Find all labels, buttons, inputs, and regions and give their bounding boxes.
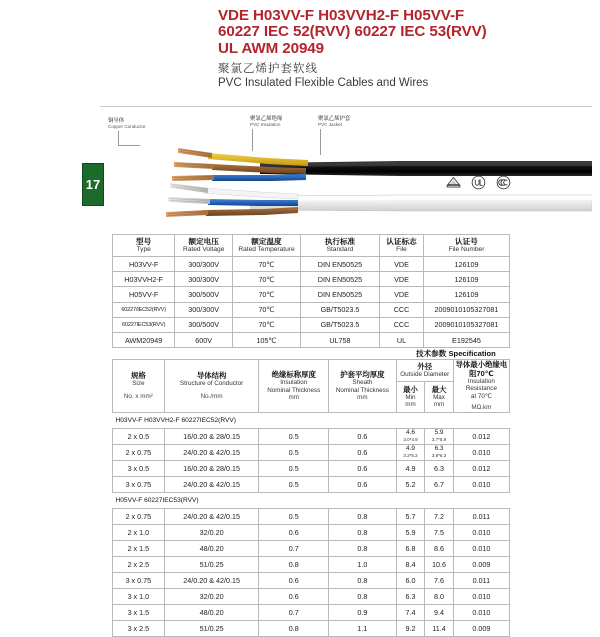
cell-od-min: 4.9 — [396, 461, 425, 477]
cell-file-number: E192545 — [423, 332, 509, 347]
table-header-row — [113, 235, 510, 257]
cell-insulation-resistance: 0.010 — [453, 541, 509, 557]
cell-insulation-thickness: 0.8 — [259, 557, 329, 573]
cell-insulation-resistance: 0.011 — [453, 509, 509, 525]
table-header-row — [113, 360, 510, 382]
cell-insulation-resistance: 0.009 — [453, 557, 509, 573]
callout-en: Copper Conductor — [108, 124, 146, 129]
vde-mark-icon — [445, 174, 462, 191]
table-row — [113, 525, 510, 541]
cell-conductor: 51/0.25 — [164, 621, 259, 637]
cell-standard: UL758 — [300, 332, 379, 347]
cell-od-min: 7.4 — [396, 605, 425, 621]
cell-size: 2 x 1.0 — [113, 525, 165, 541]
cell-od-min: 6.3 — [396, 589, 425, 605]
callout-cn: 聚氯乙烯绝缘 — [250, 116, 283, 122]
cell-rated-voltage: 300/300V — [175, 272, 233, 287]
cell-insulation-resistance: 0.012 — [453, 429, 509, 445]
cell-rated-temperature: 105℃ — [233, 332, 301, 347]
cell-conductor: 32/0.20 — [164, 525, 259, 541]
table-row — [113, 541, 510, 557]
cell-od-max: 10.6 — [425, 557, 454, 573]
certification-marks — [445, 174, 512, 191]
cell-insulation-resistance: 0.010 — [453, 589, 509, 605]
cell-insulation-thickness: 0.7 — [259, 541, 329, 557]
cell-insulation-resistance: 0.011 — [453, 573, 509, 589]
cell-od-max: 6.3 — [425, 461, 454, 477]
col-header-od-min: 最小 Min mm — [396, 381, 425, 413]
cell-od-max: 7.2 — [425, 509, 454, 525]
od-flat-dimension: 3.0*4.9 — [403, 436, 418, 442]
cell-sheath-thickness: 0.6 — [329, 461, 397, 477]
cell-type: H03VV-F — [113, 257, 175, 272]
cell-sheath-thickness: 0.6 — [329, 477, 397, 493]
cell-od-min: 8.4 — [396, 557, 425, 573]
col-header-type: 型号 Type — [113, 235, 175, 257]
cell-od-max: 8.0 — [425, 589, 454, 605]
cell-od-max: 9.4 — [425, 605, 454, 621]
page-title-en: PVC Insulated Flexible Cables and Wires — [218, 77, 429, 90]
cell-standard: GB/T5023.5 — [300, 317, 379, 332]
cell-type: 60227/IEC52(RVV) — [113, 302, 175, 317]
od-value: 5.9 — [434, 429, 444, 437]
cell-od-min: 6.8 — [396, 541, 425, 557]
cell-rated-temperature: 70℃ — [233, 272, 301, 287]
cell-conductor: 48/0.20 — [164, 541, 259, 557]
cell-insulation-thickness: 0.5 — [259, 509, 329, 525]
cell-file: CCC — [380, 302, 424, 317]
cell-type: AWM20949 — [113, 332, 175, 347]
col-header-conductor: 导体结构 Structure of Conductor No./mm — [164, 360, 259, 413]
table-row — [113, 573, 510, 589]
cell-file: VDE — [380, 287, 424, 302]
table-row — [113, 461, 510, 477]
cell-file: CCC — [380, 317, 424, 332]
cell-size: 3 x 0.5 — [113, 461, 165, 477]
cell-insulation-resistance: 0.010 — [453, 605, 509, 621]
cell-conductor: 16/0.20 & 28/0.15 — [164, 429, 259, 445]
cell-file: UL — [380, 332, 424, 347]
col-header-outside-diameter: 外径 Outside Diameter — [396, 360, 453, 382]
od-flat-dimension: 3.8*6.3 — [431, 452, 447, 458]
cell-file-number: 2009010105327081 — [423, 317, 509, 332]
cell-od-max: 7.6 — [425, 573, 454, 589]
page-header — [100, 8, 592, 107]
cell-standard: DIN EN50525 — [300, 257, 379, 272]
col-header-standard: 执行标准 Standard — [300, 235, 379, 257]
cell-rated-voltage: 300/500V — [175, 317, 233, 332]
cell-file-number: 2009010105327081 — [423, 302, 509, 317]
col-header-size: 规格 Size No. x mm² — [113, 360, 165, 413]
cell-insulation-resistance: 0.010 — [453, 477, 509, 493]
cable-drawing — [100, 112, 592, 224]
product-standards-heading — [100, 8, 592, 57]
cell-od-min: 6.0 — [396, 573, 425, 589]
cell-insulation-resistance: 0.010 — [453, 525, 509, 541]
cell-size: 3 x 1.5 — [113, 605, 165, 621]
table-row — [113, 621, 510, 637]
spec-group-heading-row — [113, 413, 510, 429]
table-row — [113, 257, 510, 272]
cell-type: H05VV-F — [113, 287, 175, 302]
page-title-cn: 聚氯乙烯护套软线 — [218, 63, 318, 76]
col-header-file: 认证标志 File — [380, 235, 424, 257]
cell-insulation-thickness: 0.5 — [259, 429, 329, 445]
cell-insulation-thickness: 0.6 — [259, 589, 329, 605]
cell-od-max: 8.6 — [425, 541, 454, 557]
cell-file-number: 126109 — [423, 272, 509, 287]
cell-od-min: 9.2 — [396, 621, 425, 637]
cell-rated-temperature: 70℃ — [233, 257, 301, 272]
table-row — [113, 332, 510, 347]
cell-rated-voltage: 600V — [175, 332, 233, 347]
cell-od-min — [396, 445, 425, 461]
cell-size: 3 x 0.75 — [113, 573, 165, 589]
table-row — [113, 287, 510, 302]
table-row — [113, 589, 510, 605]
table-row — [113, 317, 510, 332]
cell-file-number: 126109 — [423, 287, 509, 302]
cell-sheath-thickness: 0.8 — [329, 573, 397, 589]
cell-insulation-thickness: 0.6 — [259, 573, 329, 589]
od-value: 4.9 — [406, 445, 415, 453]
od-value: 6.3 — [434, 445, 444, 453]
cell-conductor: 24/0.20 & 42/0.15 — [164, 477, 259, 493]
od-flat-dimension: 3.2*5.2 — [403, 452, 418, 458]
cell-type: H03VVH2-F — [113, 272, 175, 287]
cell-rated-voltage: 300/500V — [175, 287, 233, 302]
cell-file: VDE — [380, 272, 424, 287]
cell-conductor: 24/0.20 & 42/0.15 — [164, 509, 259, 525]
cell-sheath-thickness: 0.8 — [329, 525, 397, 541]
cell-size: 2 x 0.75 — [113, 509, 165, 525]
table-row — [113, 429, 510, 445]
table-row — [113, 509, 510, 525]
page-number-label: 17 — [85, 177, 101, 192]
cell-sheath-thickness: 0.8 — [329, 589, 397, 605]
cell-rated-temperature: 70℃ — [233, 302, 301, 317]
cell-rated-voltage: 300/300V — [175, 302, 233, 317]
table-row — [113, 477, 510, 493]
cell-sheath-thickness: 0.8 — [329, 541, 397, 557]
cell-sheath-thickness: 0.8 — [329, 509, 397, 525]
standards-line-1: VDE H03VV-F H03VVH2-F H05VV-F — [218, 7, 465, 24]
cell-conductor: 24/0.20 & 42/0.15 — [164, 445, 259, 461]
cell-conductor: 51/0.25 — [164, 557, 259, 573]
col-header-od-max: 最大 Max mm — [425, 381, 454, 413]
cell-size: 3 x 1.0 — [113, 589, 165, 605]
col-header-rated-temperature: 额定温度 Rated Temperature — [233, 235, 301, 257]
cell-size: 2 x 0.5 — [113, 429, 165, 445]
cell-type: 60227IEC53(RVV) — [113, 317, 175, 332]
cell-standard: GB/T5023.5 — [300, 302, 379, 317]
spec-table-caption: 技术参数 Specification — [416, 349, 496, 358]
cell-od-min: 5.7 — [396, 509, 425, 525]
cell-insulation-resistance: 0.012 — [453, 461, 509, 477]
cable-illustration — [100, 112, 592, 224]
cell-od-max — [425, 445, 454, 461]
cell-insulation-thickness: 0.5 — [259, 445, 329, 461]
od-value: 4.6 — [406, 429, 415, 437]
cell-conductor: 48/0.20 — [164, 605, 259, 621]
ccc-mark-icon — [495, 174, 512, 191]
cell-insulation-thickness: 0.8 — [259, 621, 329, 637]
cell-insulation-thickness: 0.7 — [259, 605, 329, 621]
cell-rated-temperature: 70℃ — [233, 317, 301, 332]
cell-insulation-resistance: 0.010 — [453, 445, 509, 461]
ul-mark-icon — [470, 174, 487, 191]
spec-group-label: H05VV-F 60227IEC53(RVV) — [113, 493, 510, 509]
col-header-insulation-resistance: 导体最小绝缘电阻70℃ Insulation Resistance at 70℃ MΩ.km — [453, 360, 509, 413]
callout-en: PVC Insulation — [250, 122, 281, 127]
spec-group-label: H03VV-F H03VVH2-F 60227IEC52(RVV) — [113, 413, 510, 429]
cell-od-max: 6.7 — [425, 477, 454, 493]
table-row — [113, 557, 510, 573]
cell-od-max: 7.5 — [425, 525, 454, 541]
cell-sheath-thickness: 1.0 — [329, 557, 397, 573]
cell-standard: DIN EN50525 — [300, 272, 379, 287]
cell-size: 2 x 0.75 — [113, 445, 165, 461]
spec-group-heading-row — [113, 493, 510, 509]
cell-size: 2 x 1.5 — [113, 541, 165, 557]
cell-rated-temperature: 70℃ — [233, 287, 301, 302]
col-header-file-number: 认证号 File Number — [423, 235, 509, 257]
cell-insulation-thickness: 0.5 — [259, 477, 329, 493]
callout-en: PVC Jacket — [318, 122, 342, 127]
cell-od-min: 5.2 — [396, 477, 425, 493]
cell-od-max: 11.4 — [425, 621, 454, 637]
cell-file-number: 126109 — [423, 257, 509, 272]
cell-od-min — [396, 429, 425, 445]
col-header-rated-voltage: 额定电压 Rated Voltage — [175, 235, 233, 257]
cell-od-max — [425, 429, 454, 445]
table-row — [113, 445, 510, 461]
cell-od-min: 5.9 — [396, 525, 425, 541]
cell-size: 3 x 2.5 — [113, 621, 165, 637]
col-header-sheath-thickness: 护套平均厚度 Sheath Nominal Thickness mm — [329, 360, 397, 413]
cell-size: 3 x 0.75 — [113, 477, 165, 493]
certification-table — [112, 234, 510, 348]
cell-insulation-thickness: 0.6 — [259, 525, 329, 541]
cell-sheath-thickness: 0.6 — [329, 429, 397, 445]
table-row — [113, 605, 510, 621]
cell-size: 2 x 2.5 — [113, 557, 165, 573]
standards-line-3: UL AWM 20949 — [218, 39, 324, 57]
cell-conductor: 24/0.20 & 42/0.15 — [164, 573, 259, 589]
cell-sheath-thickness: 0.6 — [329, 445, 397, 461]
table-row — [113, 302, 510, 317]
cell-standard: DIN EN50525 — [300, 287, 379, 302]
cell-sheath-thickness: 0.9 — [329, 605, 397, 621]
cell-conductor: 32/0.20 — [164, 589, 259, 605]
cell-insulation-thickness: 0.5 — [259, 461, 329, 477]
cell-sheath-thickness: 1.1 — [329, 621, 397, 637]
cell-rated-voltage: 300/300V — [175, 257, 233, 272]
callout-cn: 铜导体 — [108, 118, 125, 124]
cell-conductor: 16/0.20 & 28/0.15 — [164, 461, 259, 477]
specification-table — [112, 359, 510, 637]
col-header-insulation-thickness: 绝缘标称厚度 Insulation Nominal Thickness mm — [259, 360, 329, 413]
cell-file: VDE — [380, 257, 424, 272]
od-flat-dimension: 3.7*5.9 — [431, 436, 447, 442]
cell-insulation-resistance: 0.009 — [453, 621, 509, 637]
standards-line-2: 60227 IEC 52(RVV) 60227 IEC 53(RVV) — [218, 23, 487, 41]
callout-cn: 聚氯乙烯护套 — [318, 116, 351, 122]
table-row — [113, 272, 510, 287]
